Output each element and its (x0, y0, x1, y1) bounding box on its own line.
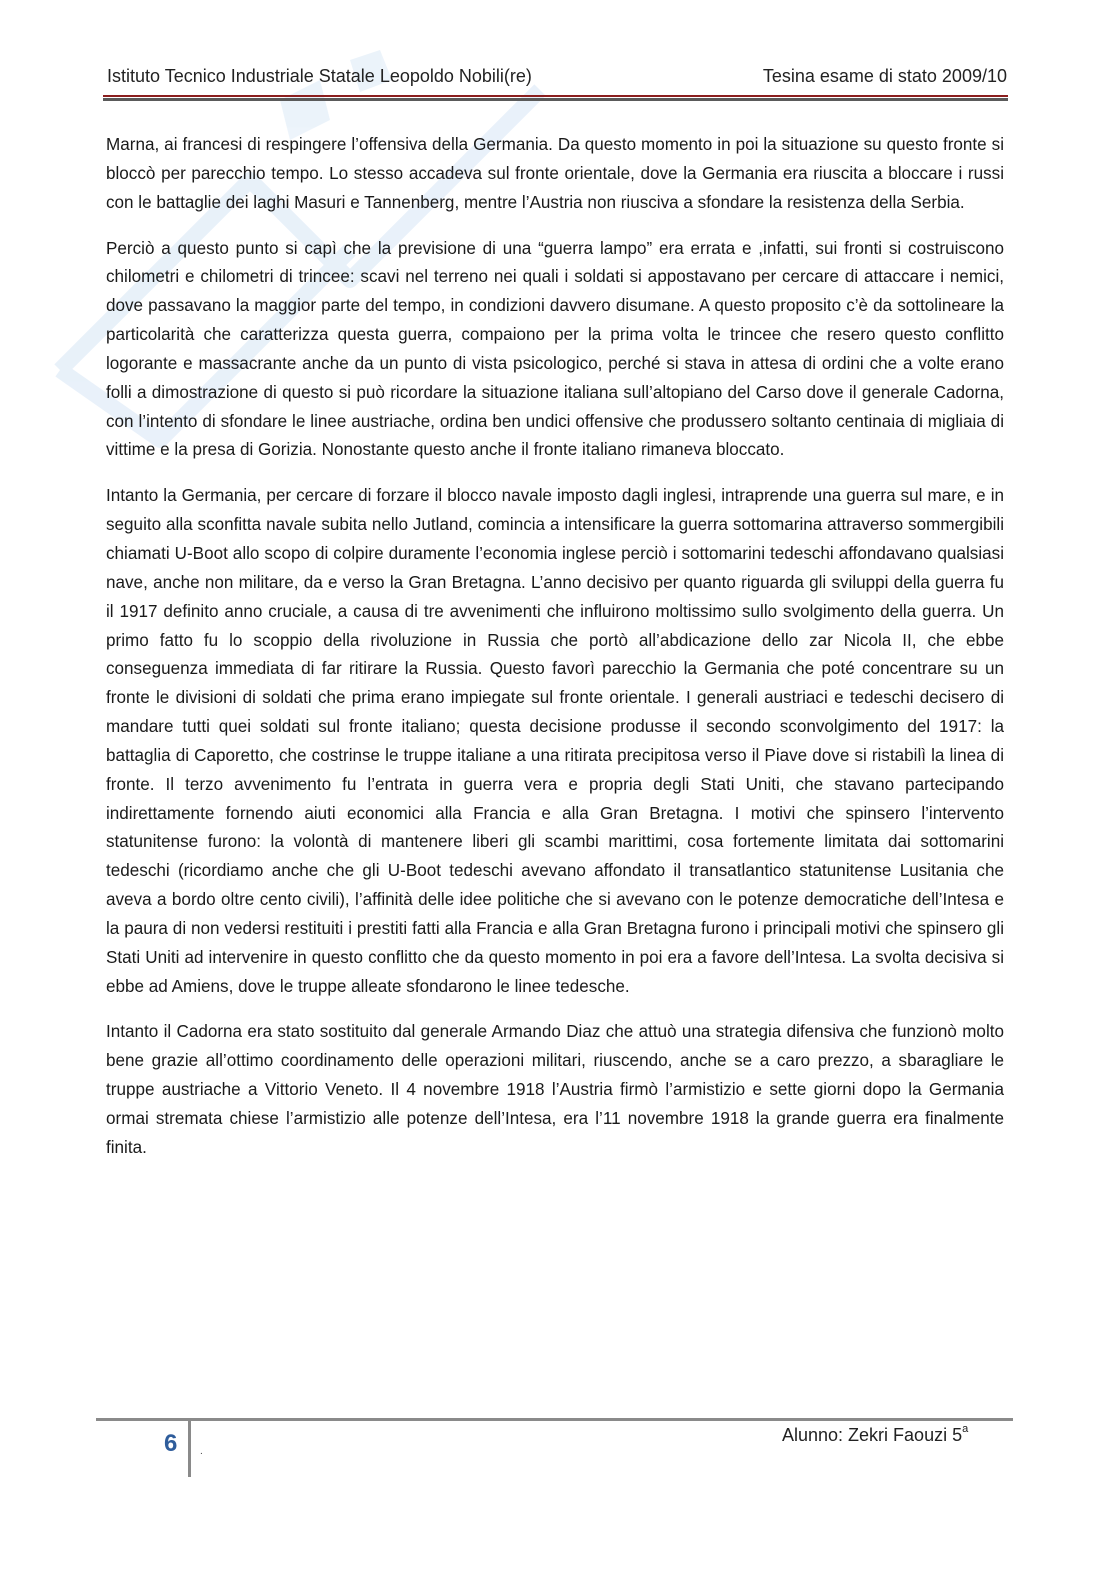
header-rule-accent (103, 95, 1008, 97)
author-class-suffix: a (962, 1423, 969, 1435)
page-number: 6 (164, 1430, 178, 1457)
author-name: Alunno: Zekri Faouzi 5 (782, 1425, 963, 1445)
page-header (107, 66, 1007, 96)
paragraph: Marna, ai francesi di respingere l’offensiva della Germania. Da questo momento in poi la situazione su questo fronte si bloccò per parecchio tempo. Lo stesso accadeva sul fronte orientale, dove la Germania era riuscita a bloccare i russi con le battaglie dei laghi Masuri e Tannenberg, mentre l’Austria non riusciva a sfondare la resistenza della Serbia. (106, 135, 1004, 212)
header-institute: Istituto Tecnico Industriale Statale Leopoldo Nobili(re) (107, 66, 532, 86)
header-thesis-title: Tesina esame di stato 2009/10 (762, 66, 1007, 86)
paragraph: Intanto il Cadorna era stato sostituito dal generale Armando Diaz che attuò una strategia difensiva che funzionò molto bene grazie all’ottimo coordinamento delle operazioni militari, riuscendo, anche se a caro prezzo, a sbaragliare le truppe austriache a Vittorio Veneto. Il 4 novembre 1918 l’Austria firmò l’armistizio e sette giorni dopo la Germania ormai stremata chiese l’armistizio alle potenze dell’Intesa, era l’11 novembre 1918 la grande guerra era finalmente finita. (106, 1022, 1004, 1157)
header-rule (103, 98, 1008, 101)
footer-rule (96, 1418, 1013, 1421)
footer-divider (188, 1420, 191, 1477)
paragraph: Intanto la Germania, per cercare di forzare il blocco navale imposto dagli inglesi, intraprende una guerra sul mare, e in seguito alla sconfitta navale subita nello Jutland, comincia a intensificare la guerra sottomarina attraverso sommergibili chiamati U-Boot allo scopo di colpire duramente l’economia inglese perciò i sottomarini tedeschi affondavano qualsiasi nave, anche non militare, da e verso la Gran Bretagna. L’anno decisivo per quanto riguarda gli sviluppi della guerra fu il 1917 definito anno cruciale, a causa di tre avvenimenti che influirono moltissimo sullo svolgimento della guerra. Un primo fatto fu lo scoppio della rivoluzione in Russia che portò all’abdicazione dello zar Nicola II, che ebbe conseguenza immediata di far ritirare la Russia. Questo favorì parecchio la Germania che poté concentrare su un fronte le divisioni di soldati che prima erano impiegate sul fronte orientale. I generali austriaci e tedeschi decisero di mandare tutti quei soldati sul fronte italiano; questa decisione produsse il secondo sconvolgimento del 1917: la battaglia di Caporetto, che costrinse le truppe italiane a una ritirata precipitosa verso il Piave dove si ristabilì la linea di fronte. Il terzo avvenimento fu l’entrata in guerra vera e propria degli Stati Uniti, che stavano partecipando indirettamente fornendo aiuti economici alla Francia e alla Gran Bretagna. I motivi che spinsero l’intervento statunitense furono: la volontà di mantenere liberi gli scambi marittimi, cosa fortemente limitata dai sottomarini tedeschi (ricordiamo anche che gli U-Boot tedeschi avevano affondato il transatlantico statunitense Lusitania che aveva a bordo oltre cento civili), l’affinità delle idee politiche che si avevano con le potenze democratiche dell’Intesa e la paura di non vedersi restituiti i prestiti fatti alla Francia e alla Gran Bretagna furono i principali motivi che spinsero gli Stati Uniti ad intervenire in questo conflitto che da questo momento in poi era a favore dell’Intesa. La svolta decisiva si ebbe ad Amiens, dove le truppe alleate sfondarono le linee tedesche. (106, 486, 1004, 996)
footer-dot: . (200, 1446, 203, 1457)
document-body (106, 131, 1004, 1180)
paragraph: Perciò a questo punto si capì che la previsione di una “guerra lampo” era errata e ,infatti, sui fronti si costruiscono chilometri e chilometri di trincee: scavi nel terreno nei quali i soldati si appostavano per cercare di attaccare i nemici, dove passavano la maggior parte del tempo, in condizioni davvero disumane. A questo proposito c’è da sottolineare la particolarità che caratterizza questa guerra, compaiono per la prima volta le trincee che resero questo conflitto logorante e massacrante anche da un punto di vista psicologico, perché si stava in attesa di ordini che a volte erano folli a dimostrazione di questo si può ricordare la situazione italiana sull’altopiano del Carso dove il generale Cadorna, con l’intento di sfondare le linee austriache, ordina ben undici offensive che produssero soltanto centinaia di migliaia di vittime e la presa di Gorizia. Nonostante questo anche il fronte italiano rimaneva bloccato. (106, 238, 1004, 460)
footer-author (782, 1425, 968, 1446)
